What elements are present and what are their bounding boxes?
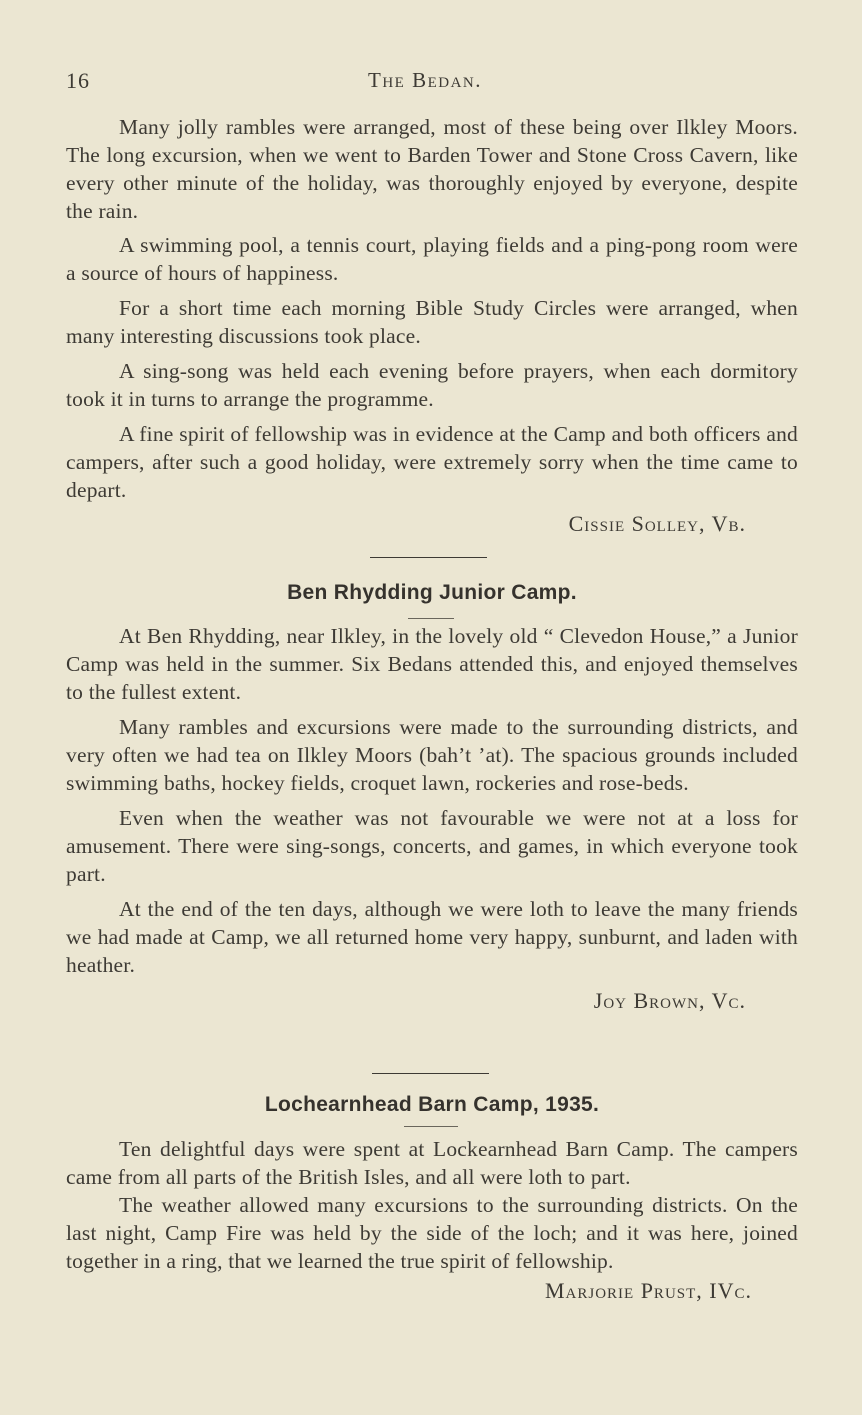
paragraph: For a short time each morning Bible Study Circles were arranged, when many interesting discussions took place. [66,296,798,348]
page-number: 16 [66,68,90,93]
paragraph: Many jolly rambles were arranged, most of these being over Ilkley Moors. The long excursion, when we went to Barden Tower and Stone Cross Cavern, like every other minute of the holiday, was thoroughly enjoyed by everyone, despite the rain. [66,115,798,223]
paragraph: A sing-song was held each evening before prayers, when each dormitory took it in turns to arrange the programme. [66,359,798,411]
paragraph: Ten delightful days were spent at Lockearnhead Barn Camp. The campers came from all parts of the British Isles, and all were loth to part. [66,1137,798,1189]
section-lochearnhead [66,1135,798,1312]
heading-underline [408,618,454,619]
paragraph: A fine spirit of fellowship was in evidence at the Camp and both officers and campers, after such a good holiday, were extremely sorry when the time came to depart. [66,422,798,502]
section-heading: Ben Rhydding Junior Camp. [287,581,577,604]
paragraph: Many rambles and excursions were made to the surrounding districts, and very often we had tea on Ilkley Moors (bah’t ’at). The spacious grounds included swimming baths, hockey fields, croquet lawn, rockeries and rose-beds. [66,715,798,795]
section-divider [372,1073,489,1074]
section-ben-rhydding [66,622,798,1022]
signature: Joy Brown, Vc. [593,988,746,1013]
heading-underline [404,1126,458,1127]
paragraph: At the end of the ten days, although we were loth to leave the many friends we had made at Camp, we all returned home very happy, sunburnt, and laden with heather. [66,897,798,977]
paragraph: A swimming pool, a tennis court, playing fields and a ping-pong room were a source of hours of happiness. [66,233,798,285]
paragraph: At Ben Rhydding, near Ilkley, in the lovely old “ Clevedon House,” a Junior Camp was held in the summer. Six Bedans attended this, and enjoyed themselves to the fullest extent. [66,624,798,704]
paragraph: Even when the weather was not favourable we were not at a loss for amusement. There were sing-songs, concerts, and games, in which everyone took part. [66,806,798,886]
signature: Cissie Solley, Vb. [568,511,746,536]
paragraph: The weather allowed many excursions to the surrounding districts. On the last night, Camp Fire was held by the side of the loch; and it was here, joined together in a ring, that we learned the true spirit of fellowship. [66,1193,798,1273]
running-head [66,68,798,98]
journal-title: The Bedan. [368,68,482,92]
section-divider [370,557,487,558]
section-camp-report [66,113,798,545]
section-heading: Lochearnhead Barn Camp, 1935. [264,1093,600,1116]
signature: Marjorie Prust, IVc. [544,1278,752,1303]
